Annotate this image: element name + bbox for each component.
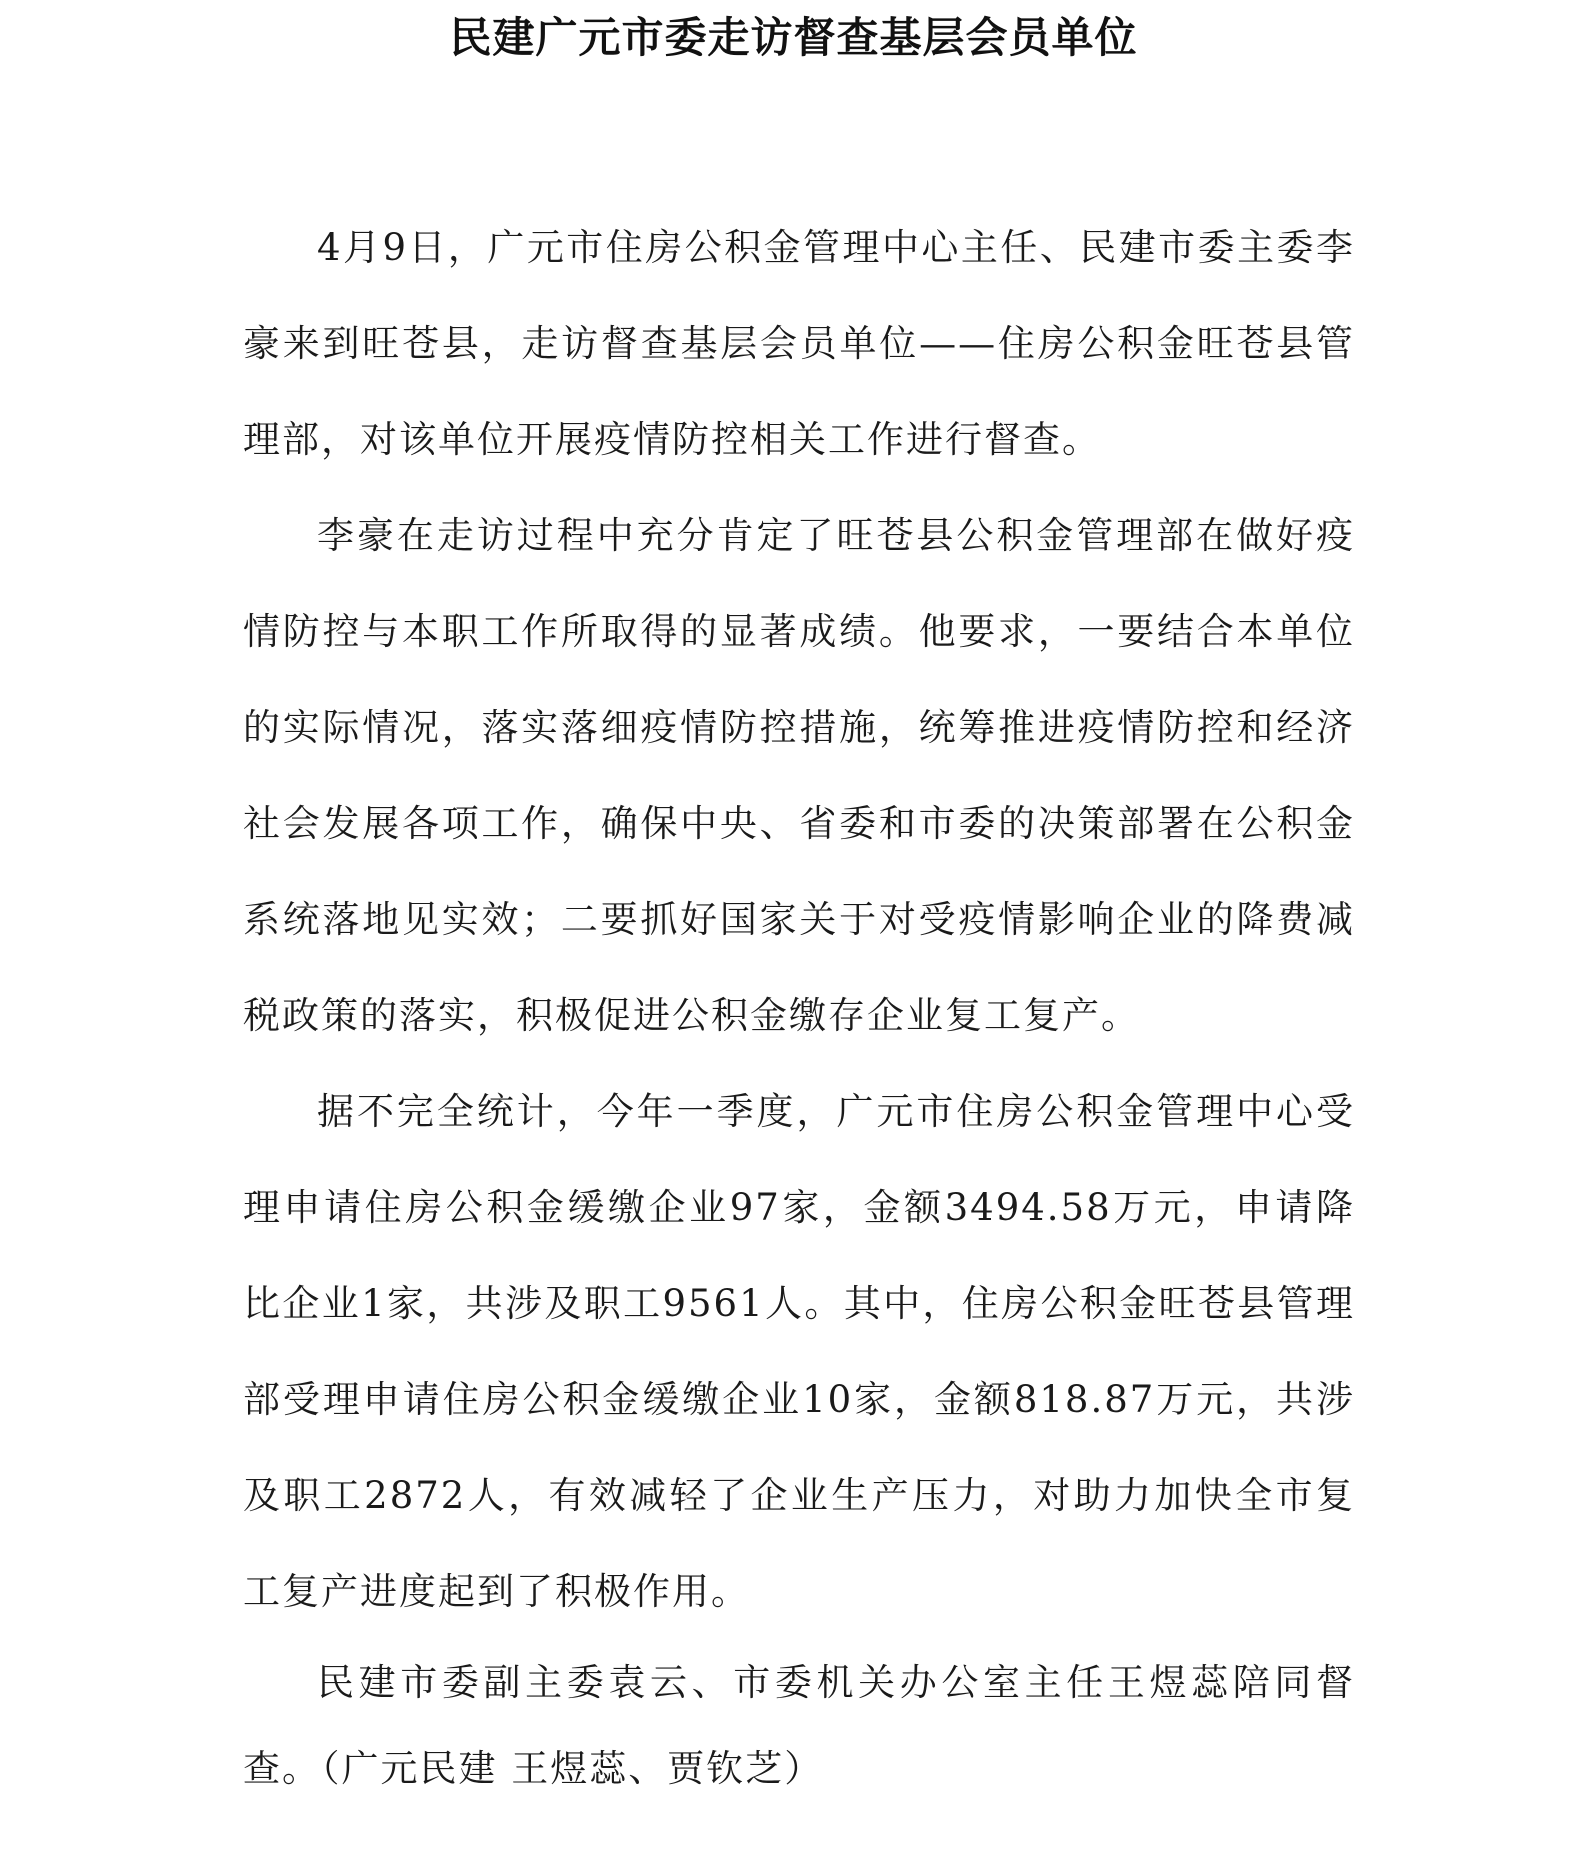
paragraph-statistics: 据不完全统计，今年一季度，广元市住房公积金管理中心受理申请住房公积金缓缴企业97家，金额3494.58万元，申请降比企业1家，共涉及职工9561人。其中，住房公积金旺苍县管理部受理申请住房公积金缓缴企业10家，金额818.87万元，共涉及职工2872人，有效减轻了企业生产压力，对助力加快全市复工复产进度起到了积极作用。 (243, 1090, 1355, 1613)
paragraph-visit: 4月9日，广元市住房公积金管理中心主任、民建市委主委李豪来到旺苍县，走访督查基层会员单位——住房公积金旺苍县管理部，对该单位开展疫情防控相关工作进行督查。 (243, 226, 1355, 461)
document-body (243, 200, 1355, 1812)
paragraph-requirements: 李豪在走访过程中充分肯定了旺苍县公积金管理部在做好疫情防控与本职工作所取得的显著成绩。他要求，一要结合本单位的实际情况，落实落细疫情防控措施，统筹推进疫情防控和经济社会发展各项工作，确保中央、省委和市委的决策部署在公积金系统落地见实效；二要抓好国家关于对受疫情影响企业的降费减税政策的落实，积极促进公积金缴存企业复工复产。 (243, 514, 1355, 1037)
document-title: 民建广元市委走访督查基层会员单位 (449, 13, 1138, 62)
paragraph-attendees: 民建市委副主委袁云、市委机关办公室主任王煜蕊陪同督查。（广元民建 王煜蕊、贾钦芝） (243, 1661, 1355, 1790)
